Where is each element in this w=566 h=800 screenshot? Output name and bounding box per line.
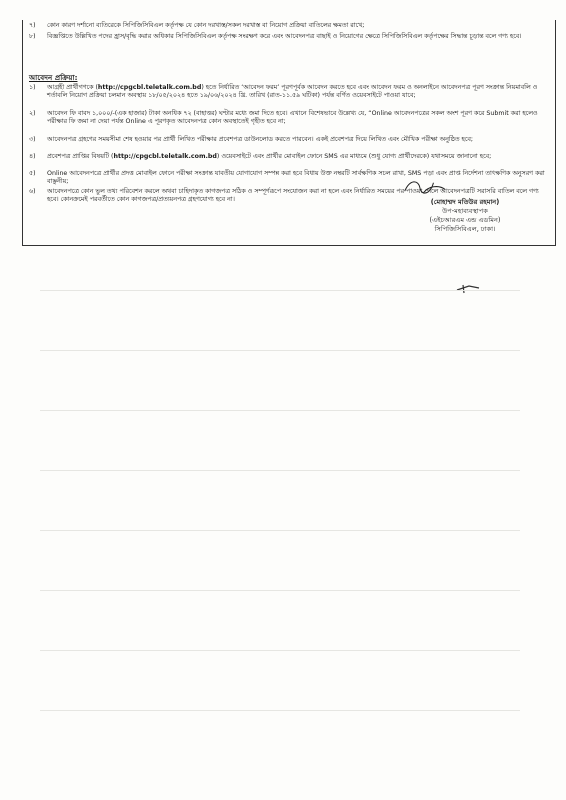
item-number: ৩) [29,136,36,143]
item-number: ৫) [29,170,36,177]
item-text: আবেদনপত্রে কোন ভুল তথ্য পরিবেশন করলে অথবা চাহিদাকৃত কাগজপত্র সঠিক ও সম্পূর্ণরূপে সংযোজন করা না হলে এবং নির্ধারিত সময়ের পর পাওয়া গেলে আবেদনপত্রটি সরাসরি বাতিল বলে গণ্য হবে। কোনক্রমেই পরবর্তীতে কোন কাগজপত্র/প্রত্যয়নপত্র গ্রহণযোগ্য হবে না। [47,188,539,204]
item-text-pre: আগ্রহী প্রার্থীগণকে ( [47,84,98,91]
item-text [47,153,549,161]
item-number: ২) [29,110,36,117]
item-text: আবেদন ফি বাবদ ১,০০০/-(এক হাজার) টাকা অনধিক ৭২ (বাহাত্তর) ঘণ্টার মধ্যে জমা দিতে হবে। এখানে বিশেষভাবে উল্লেখ্য যে, “Online আবেদনপত্রের সকল অংশ পূরণ করে Submit করা হলেও পরীক্ষার ফি জমা না দেয়া পর্যন্ত Online এ পূরণকৃত আবেদনপত্র কোন অবস্থাতেই গৃহীত হবে না; [47,110,538,126]
signature-icon [395,176,455,198]
section-heading: আবেদন প্রক্রিয়া: [29,73,78,82]
signatory-designation: উপ-মহাব্যবস্থাপক [442,207,488,215]
item-text-pre: প্রবেশপত্র প্রাপ্তির বিষয়টি ( [47,153,114,160]
item-text [47,84,549,101]
signatory-organization: সিপিজিসিবিএল, ঢাকা। [434,225,496,233]
item-number: ৬) [29,188,36,195]
item-text: আবেদনপত্র গ্রহণের সময়সীমা শেষ হওয়ার পর প্রার্থী লিখিত পরীক্ষার প্রবেশপত্র ডাউনলোড করতে পারবেন। একই প্রবেশপত্র দিয়ে লিখিত এবং মৌখিক পরীক্ষা অনুষ্ঠিত হবে; [47,136,473,143]
item-text-post: ) ওয়েবসাইটে এবং প্রার্থীর মোবাইল ফোনে SMS এর মাধ্যমে (শুধু যোগ্য প্রার্থীদেরকে) যথাসময়ে জানানো হবে; [216,153,492,160]
signature-block [395,176,535,234]
signatory-department: (এইচআরএম এন্ড এডমিন) [429,216,501,224]
item-number: ৪) [29,153,36,160]
signatory-name: (মোহাম্মদ মতিউর রহমান) [430,198,500,206]
item-text-post: ) হতে নির্ধারিত ‘আবেদন ফরম’ পূরণপূর্বক আবেদন করতে হবে এবং আবেদন ফরম ও অনলাইনে আবেদনপত্র পূরণ সংক্রান্ত নিয়মাবলি ও শর্তাবলি নিয়োগ প্রক্রিয়া চলমান অবস্থায় ১৮/০৫/২০২৪ হতে ১৯/০৬/২০২৪ খ্রি. তারিখ (রাত-১১.৫৯ ঘটিকা) পর্যন্ত বর্ণিত ওয়েবসাইটে পাওয়া যাবে; [47,84,538,100]
website-link[interactable]: http://cpgcbl.teletalk.com.bd [113,153,217,160]
item-number: ৮) [29,33,36,40]
item-number: ১) [29,84,36,91]
faint-ruled-area [0,270,566,790]
item-number: ৭) [29,22,36,29]
item-text: বিজ্ঞপ্তিতে উল্লিখিত পদের হ্রাস/বৃদ্ধি করার অধিকার সিপিজিসিবিএল কর্তৃপক্ষ সংরক্ষণ করে এবং আবেদনপত্র বাছাই ও নিয়োগের ক্ষেত্রে সিপিজিসিবিএল কর্তৃপক্ষের সিদ্ধান্ত চূড়ান্ত বলে গণ্য হবে। [47,33,522,40]
website-link[interactable]: http://cpgcbl.teletalk.com.bd [97,84,202,91]
item-text: কোন কারণ দর্শানো ব্যতিরেকে সিপিজিসিবিএল কর্তৃপক্ষ যে কোন দরখাস্ত/সকল দরখাস্ত বা নিয়োগ প্রক্রিয়া বাতিলের ক্ষমতা রাখে; [47,22,365,29]
item-text: Online আবেদনপত্রে প্রার্থীর প্রদত্ত মোবাইল ফোনে পরীক্ষা সংক্রান্ত যাবতীয় যোগাযোগ সম্পন্ন করা হবে বিধায় উক্ত নম্বরটি সার্বক্ষণিক সচল রাখা, SMS পড়া এবং প্রাপ্ত নির্দেশনা তাৎক্ষণিক অনুসরণ করা বাঞ্ছনীয়; [47,170,545,186]
